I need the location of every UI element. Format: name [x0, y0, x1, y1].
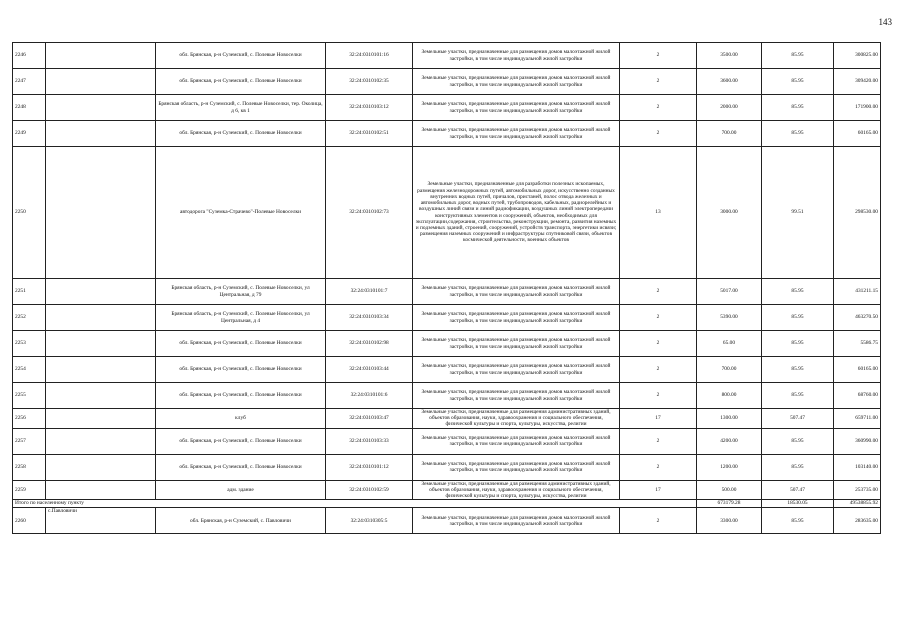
cadastral-value-cell: 5586.75 — [834, 331, 881, 357]
use-code-cell: 2 — [620, 357, 697, 383]
row-number-cell: 2254 — [13, 357, 46, 383]
cadastral-value-cell: 309420.00 — [834, 69, 881, 95]
blank-cell — [46, 147, 156, 279]
address-cell: обл. Брянская, р-н Суземский, с. Павловичи — [156, 508, 326, 534]
land-use-cell: Земельные участки, предназначенные для размещения домов малоэтажной жилой застройки, в том числе индивидуальной жилой застройки — [413, 279, 620, 305]
table-row — [13, 43, 881, 69]
table-row — [13, 95, 881, 121]
table-row — [13, 331, 881, 357]
cadastral-number-cell: 32:24:0310102:51 — [326, 121, 413, 147]
subtotal-rate: 18530.05 — [762, 500, 834, 508]
cadastral-rate-cell: 507.47 — [762, 409, 834, 429]
cadastral-number-cell: 32:24:0310103:12 — [326, 95, 413, 121]
cadastral-number-cell: 32:24:0310103:44 — [326, 357, 413, 383]
cadastral-number-cell: 32:24:0310101:16 — [326, 43, 413, 69]
land-use-cell: Земельные участки, предназначенные для размещения домов малоэтажной жилой застройки, в том числе индивидуальной жилой застройки — [413, 383, 620, 409]
row-number-cell: 2249 — [13, 121, 46, 147]
cadastral-number-cell: 32:24:0310305:5 — [326, 508, 413, 534]
area-cell: 3000.00 — [697, 147, 762, 279]
cadastral-value-cell: 103140.00 — [834, 454, 881, 480]
blank-cell — [46, 383, 156, 409]
land-use-cell: Земельные участки, предназначенные для размещения домов малоэтажной жилой застройки, в том числе индивидуальной жилой застройки — [413, 454, 620, 480]
table-row — [13, 454, 881, 480]
area-cell: 5390.00 — [697, 305, 762, 331]
land-use-cell: Земельные участки, предназначенные для размещения домов малоэтажной жилой застройки, в том числе индивидуальной жилой застройки — [413, 428, 620, 454]
use-code-cell: 2 — [620, 454, 697, 480]
land-use-cell: Земельные участки, предназначенные для размещения домов малоэтажной жилой застройки, в том числе индивидуальной жилой застройки — [413, 95, 620, 121]
row-number-cell: 2260 — [13, 508, 46, 534]
row-number-cell: 2250 — [13, 147, 46, 279]
use-code-cell: 2 — [620, 121, 697, 147]
land-use-cell: Земельные участки, предназначенные для размещения домов малоэтажной жилой застройки, в том числе индивидуальной жилой застройки — [413, 357, 620, 383]
subtotal-label: Итого по населенному пункту — [13, 500, 697, 508]
blank-cell — [46, 409, 156, 429]
table-row — [13, 428, 881, 454]
blank-cell — [46, 69, 156, 95]
row-number-cell: 2247 — [13, 69, 46, 95]
row-number-cell: 2253 — [13, 331, 46, 357]
land-use-cell: Земельные участки, предназначенные для размещения домов малоэтажной жилой застройки, в том числе индивидуальной жилой застройки — [413, 121, 620, 147]
address-cell: обл. Брянская, р-н Суземский, с. Полевые Новоселки — [156, 357, 326, 383]
use-code-cell: 2 — [620, 95, 697, 121]
subtotal-cost: 49538855.92 — [834, 500, 881, 508]
row-number-cell: 2246 — [13, 43, 46, 69]
cadastral-number-cell: 32:24:0310102:59 — [326, 480, 413, 500]
row-number-cell: 2257 — [13, 428, 46, 454]
blank-cell — [46, 480, 156, 500]
cadastral-rate-cell: 99.51 — [762, 147, 834, 279]
cadastral-number-cell: 32:24:0310102:73 — [326, 147, 413, 279]
area-cell: 5017.00 — [697, 279, 762, 305]
cadastral-value-cell: 463270.50 — [834, 305, 881, 331]
blank-cell — [46, 305, 156, 331]
cadastral-value-cell: 360990.00 — [834, 428, 881, 454]
area-cell: 65.00 — [697, 331, 762, 357]
use-code-cell: 2 — [620, 305, 697, 331]
blank-cell — [46, 454, 156, 480]
cadastral-number-cell: 32:24:0310101:12 — [326, 454, 413, 480]
use-code-cell: 2 — [620, 508, 697, 534]
address-cell: обл. Брянская, р-н Суземский, с. Полевые Новоселки — [156, 331, 326, 357]
blank-cell — [46, 428, 156, 454]
cadastral-number-cell: 32:24:0310101:6 — [326, 383, 413, 409]
row-number-cell: 2248 — [13, 95, 46, 121]
use-code-cell: 13 — [620, 147, 697, 279]
area-cell: 3300.00 — [697, 508, 762, 534]
cadastral-number-cell: 32:24:0310103:33 — [326, 428, 413, 454]
address-cell: обл. Брянская, р-н Суземский, с. Полевые Новоселки — [156, 69, 326, 95]
address-cell: обл. Брянская, р-н Суземский, с. Полевые Новоселки — [156, 454, 326, 480]
blank-cell — [46, 279, 156, 305]
table-row — [13, 69, 881, 95]
table-row — [13, 279, 881, 305]
subtotal-area: 673179.28 — [697, 500, 762, 508]
use-code-cell: 2 — [620, 279, 697, 305]
address-cell: обл. Брянская, р-н Суземский, с. Полевые Новоселки — [156, 383, 326, 409]
cadastral-rate-cell: 85.95 — [762, 454, 834, 480]
cadastral-rate-cell: 85.95 — [762, 331, 834, 357]
cadastral-value-cell: 659711.00 — [834, 409, 881, 429]
cadastral-value-cell: 298530.00 — [834, 147, 881, 279]
row-number-cell: 2259 — [13, 480, 46, 500]
area-cell: 3500.00 — [697, 43, 762, 69]
cadastral-rate-cell: 85.95 — [762, 121, 834, 147]
use-code-cell: 2 — [620, 43, 697, 69]
cadastral-number-cell: 32:24:0310102:35 — [326, 69, 413, 95]
address-cell: Брянская область, р-н Суземский, с. Полевые Новоселки, ул Центральная, д 79 — [156, 279, 326, 305]
land-use-cell: Земельные участки, предназначенные для размещения домов малоэтажной жилой застройки, в том числе индивидуальной жилой застройки — [413, 331, 620, 357]
table-row — [13, 147, 881, 279]
area-cell: 2000.00 — [697, 95, 762, 121]
address-cell: Брянская область, р-н Суземский, с. Полевые Новоселки, ул Центральная, д 4 — [156, 305, 326, 331]
address-cell: обл. Брянская, р-н Суземский, с. Полевые Новоселки — [156, 43, 326, 69]
cadastral-rate-cell: 85.95 — [762, 43, 834, 69]
table-row — [13, 357, 881, 383]
cadastral-rate-cell: 85.95 — [762, 279, 834, 305]
table-row — [13, 409, 881, 429]
cadastral-value-cell: 60165.00 — [834, 121, 881, 147]
cadastral-rate-cell: 507.47 — [762, 480, 834, 500]
cadastral-rate-cell: 85.95 — [762, 383, 834, 409]
land-use-cell: Земельные участки, предназначенные для размещения административных зданий, объектов образования, науки, здравоохранения и социального обеспечения, физической культуры и спорта, культуры, искусства, религии — [413, 409, 620, 429]
area-cell: 700.00 — [697, 357, 762, 383]
cadastral-number-cell: 32:24:0310103:34 — [326, 305, 413, 331]
row-number-cell: 2258 — [13, 454, 46, 480]
blank-cell — [46, 331, 156, 357]
table-row — [13, 383, 881, 409]
cadastral-value-cell: 431211.15 — [834, 279, 881, 305]
blank-cell — [46, 357, 156, 383]
address-cell: автодорога "Суземка-Страчево"-Полевые Новоселки — [156, 147, 326, 279]
use-code-cell: 2 — [620, 69, 697, 95]
use-code-cell: 2 — [620, 383, 697, 409]
blank-cell — [46, 95, 156, 121]
cadastral-value-cell: 60165.00 — [834, 357, 881, 383]
subtotal-row — [13, 500, 881, 508]
area-cell: 1300.00 — [697, 409, 762, 429]
cadastral-value-cell: 68760.00 — [834, 383, 881, 409]
land-use-cell: Земельные участки, предназначенные для размещения домов малоэтажной жилой застройки, в том числе индивидуальной жилой застройки — [413, 69, 620, 95]
table-row — [13, 508, 881, 534]
land-use-cell: Земельные участки, предназначенные для размещения домов малоэтажной жилой застройки, в том числе индивидуальной жилой застройки — [413, 43, 620, 69]
cadastral-value-cell: 253735.00 — [834, 480, 881, 500]
table-row — [13, 121, 881, 147]
area-cell: 4200.00 — [697, 428, 762, 454]
area-cell: 1200.00 — [697, 454, 762, 480]
cadastral-value-cell: 283635.00 — [834, 508, 881, 534]
land-use-cell: Земельные участки, предназначенные для разработки полезных ископаемых, размещения железнодорожных путей, автомобильных дорог, искусственно созданных внутренних водных путей, причалов, пристаней, полос отвода железных и автомобильных дорог, водных путей, трубопроводов, кабельных, радиорелейных и воздушных линий связи и линий радиофикации, воздушных линий электропередачи конструктивных элементов и сооружений, объектов, необходимых для эксплуатации,содержания, строительства, реконструкции, ремонта, развития наземных и подземных зданий, строений, сооружений, устройств транспорта, энергетики исвязи; размещения наземных сооружений и инфраструктуры спутниковой связи, объектов космической деятельности, военных объектов — [413, 147, 620, 279]
use-code-cell: 17 — [620, 480, 697, 500]
area-cell: 800.00 — [697, 383, 762, 409]
cadastral-rate-cell: 85.95 — [762, 305, 834, 331]
area-cell: 500.00 — [697, 480, 762, 500]
cadastral-rate-cell: 85.95 — [762, 508, 834, 534]
land-use-cell: Земельные участки, предназначенные для размещения домов малоэтажной жилой застройки, в том числе индивидуальной жилой застройки — [413, 508, 620, 534]
cadastral-number-cell: 32:24:0310101:7 — [326, 279, 413, 305]
use-code-cell: 2 — [620, 331, 697, 357]
cadastral-rate-cell: 85.95 — [762, 357, 834, 383]
row-number-cell: 2252 — [13, 305, 46, 331]
row-number-cell: 2251 — [13, 279, 46, 305]
row-number-cell: 2256 — [13, 409, 46, 429]
cadastral-rate-cell: 85.95 — [762, 428, 834, 454]
blank-cell — [46, 43, 156, 69]
area-cell: 3600.00 — [697, 69, 762, 95]
cadastral-rate-cell: 85.95 — [762, 95, 834, 121]
address-cell: обл. Брянская, р-н Суземский, с. Полевые Новоселки — [156, 121, 326, 147]
cadastral-rate-cell: 85.95 — [762, 69, 834, 95]
land-plot-registry-table — [12, 42, 881, 534]
land-use-cell: Земельные участки, предназначенные для размещения административных зданий, объектов образования, науки, здравоохранения и социального обеспечения, физической культуры и спорта, культуры, искусства, религии — [413, 480, 620, 500]
blank-cell — [46, 121, 156, 147]
land-use-cell: Земельные участки, предназначенные для размещения домов малоэтажной жилой застройки, в том числе индивидуальной жилой застройки — [413, 305, 620, 331]
page-number: 143 — [878, 17, 892, 27]
table-row — [13, 480, 881, 500]
row-number-cell: 2255 — [13, 383, 46, 409]
cadastral-number-cell: 32:24:0310102:98 — [326, 331, 413, 357]
address-cell: клуб — [156, 409, 326, 429]
area-cell: 700.00 — [697, 121, 762, 147]
settlement-label: с.Павловичи — [46, 508, 156, 534]
table-body — [13, 43, 881, 534]
cadastral-value-cell: 300825.00 — [834, 43, 881, 69]
use-code-cell: 2 — [620, 428, 697, 454]
cadastral-value-cell: 171900.00 — [834, 95, 881, 121]
address-cell: Брянская область, р-н Суземский, с. Полевые Новоселки, тер. Околица, д 6, кв 1 — [156, 95, 326, 121]
use-code-cell: 17 — [620, 409, 697, 429]
cadastral-number-cell: 32:24:0310103:47 — [326, 409, 413, 429]
table-row — [13, 305, 881, 331]
address-cell: обл. Брянская, р-н Суземский, с. Полевые Новоселки — [156, 428, 326, 454]
address-cell: адм. здание — [156, 480, 326, 500]
